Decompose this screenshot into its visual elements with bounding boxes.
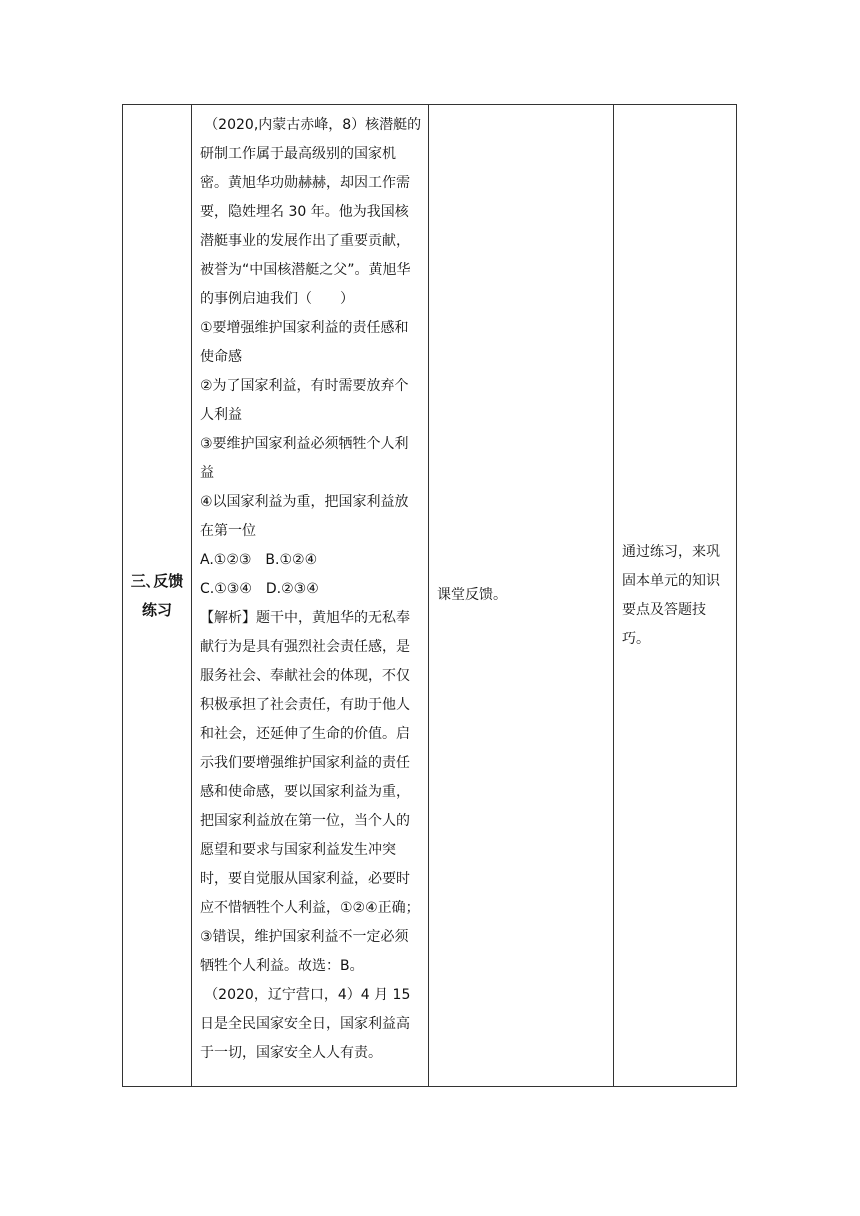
intent-cell (614, 105, 737, 1087)
activity-cell (429, 105, 614, 1087)
intent-text: 通过练习，来巩固本单元的知识要点及答题技巧。 (622, 543, 720, 647)
question-1-option-2: ②为了国家利益，有时需要放弃个人利益 (200, 378, 409, 423)
table-row (123, 105, 737, 1087)
content-cell (192, 105, 429, 1087)
question-1-option-3: ③要维护国家利益必须牺牲个人利益 (200, 436, 409, 481)
question-2-stem: （2020，辽宁营口，4）4 月 15 日是全民国家安全日，国家利益高于一切，国家安全人人有责。 (200, 987, 411, 1061)
content-text (192, 105, 428, 1068)
question-1-choices-cd: C.①③④ D.②③④ (200, 581, 319, 597)
question-1-analysis: 【解析】题干中，黄旭华的无私奉献行为是具有强烈社会责任感，是服务社会、奉献社会的体现，不仅积极承担了社会责任，有助于他人和社会，还延伸了生命的价值。启示我们要增强维护国家利益的责任感和使命感，要以国家利益为重，把国家利益放在第一位，当个人的愿望和要求与国家利益发生冲突时，要自觉服从国家利益，必要时应不惜牺牲个人利益，①②④正确；③错误，维护国家利益不一定必须牺牲个人利益。故选：B。 (200, 610, 420, 974)
activity-text: 课堂反馈。 (437, 587, 507, 603)
question-1-option-4: ④以国家利益为重，把国家利益放在第一位 (200, 494, 409, 539)
lesson-plan-table (122, 104, 737, 1087)
section-cell (123, 105, 192, 1087)
question-1-choices-ab: A.①②③ B.①②④ (200, 552, 318, 568)
question-1-option-1: ①要增强维护国家利益的责任感和使命感 (200, 320, 409, 365)
section-title: 三､反馈练习 (130, 571, 184, 619)
question-1-stem: （2020,内蒙古赤峰，8）核潜艇的研制工作属于最高级别的国家机密。黄旭华功勋赫赫，却因工作需要，隐姓埋名 30 年。他为我国核潜艇事业的发展作出了重要贡献，被誉为“中国核潜艇之父”。黄旭华的事例启迪我们（ ） (200, 117, 422, 307)
